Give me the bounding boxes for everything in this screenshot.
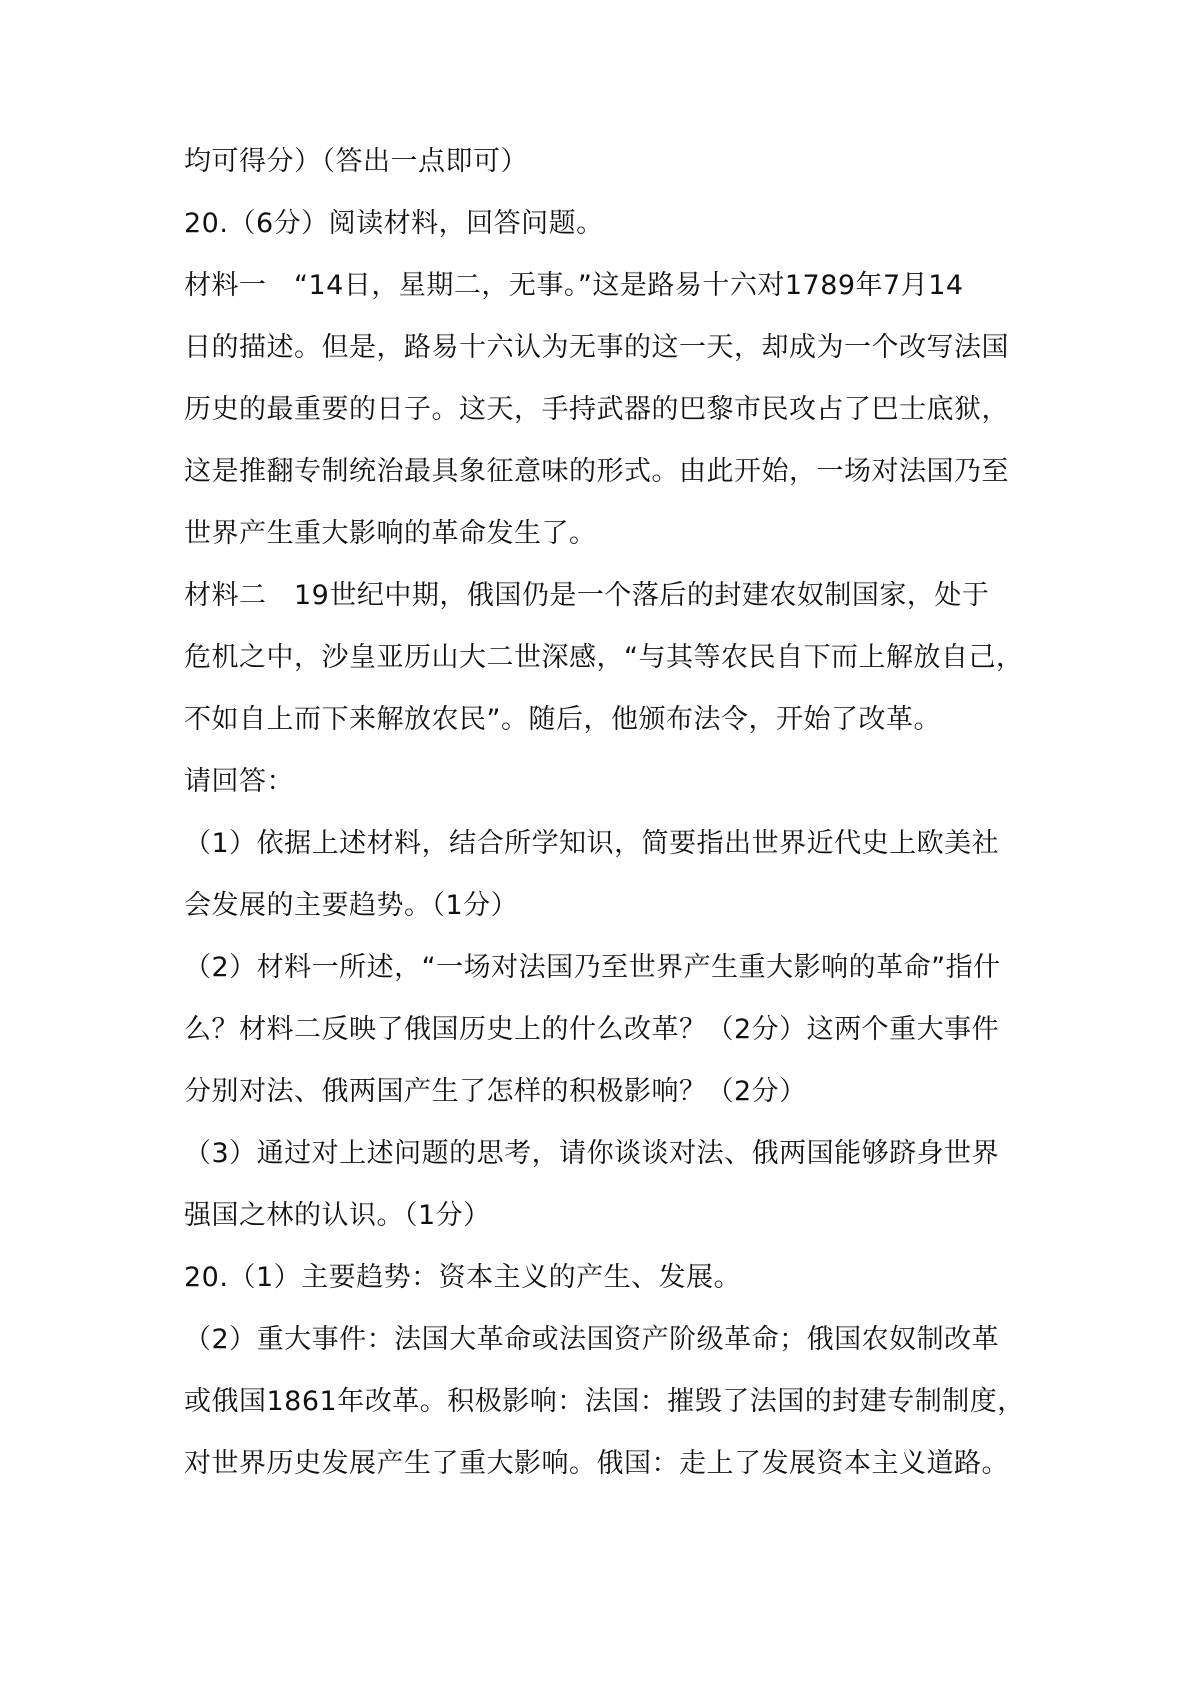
text-line: 请回答： — [184, 766, 294, 797]
text-line: 均可得分）（答出一点即可） — [184, 146, 528, 177]
text-line: 这是推翻专制统治最具象征意味的形式。由此开始，一场对法国乃至 — [184, 456, 1009, 487]
text-line: （2）重大事件：法国大革命或法国资产阶级革命；俄国农奴制改革 — [184, 1324, 1000, 1355]
text-line: 分别对法、俄两国产生了怎样的积极影响？（2分） — [184, 1076, 807, 1107]
answer-header: 20.（1）主要趋势：资本主义的产生、发展。 — [184, 1262, 742, 1293]
text-line: 强国之林的认识。（1分） — [184, 1200, 491, 1231]
text-line: 日的描述。但是，路易十六认为无事的这一天，却成为一个改写法国 — [184, 332, 1009, 363]
text-line: 历史的最重要的日子。这天，手持武器的巴黎市民攻占了巴士底狱， — [184, 394, 1009, 425]
text-line: 材料二 19世纪中期，俄国仍是一个落后的封建农奴制国家，处于 — [184, 580, 990, 611]
text-line: 危机之中，沙皇亚历山大二世深感，“与其等农民自下而上解放自己， — [184, 642, 1024, 673]
text-line: 会发展的主要趋势。（1分） — [184, 890, 519, 921]
text-line: 对世界历史发展产生了重大影响。俄国：走上了发展资本主义道路。 — [184, 1448, 1009, 1479]
text-line: 或俄国1861年改革。积极影响：法国：摧毁了法国的封建专制制度， — [184, 1386, 1025, 1417]
text-line: 么？材料二反映了俄国历史上的什么改革？（2分）这两个重大事件 — [184, 1014, 1000, 1045]
text-line: 世界产生重大影响的革命发生了。 — [184, 518, 597, 549]
text-line: 材料一 “14日，星期二，无事。”这是路易十六对1789年7月14 — [184, 270, 964, 301]
question-header: 20.（6分）阅读材料，回答问题。 — [184, 208, 604, 239]
text-line: 不如自上而下来解放农民”。随后，他颁布法令，开始了改革。 — [184, 704, 941, 735]
text-line: （1）依据上述材料，结合所学知识，简要指出世界近代史上欧美社 — [184, 828, 1000, 859]
text-line: （3）通过对上述问题的思考，请你谈谈对法、俄两国能够跻身世界 — [184, 1138, 1000, 1169]
text-line: （2）材料一所述，“一场对法国乃至世界产生重大影响的革命”指什 — [184, 952, 1001, 983]
